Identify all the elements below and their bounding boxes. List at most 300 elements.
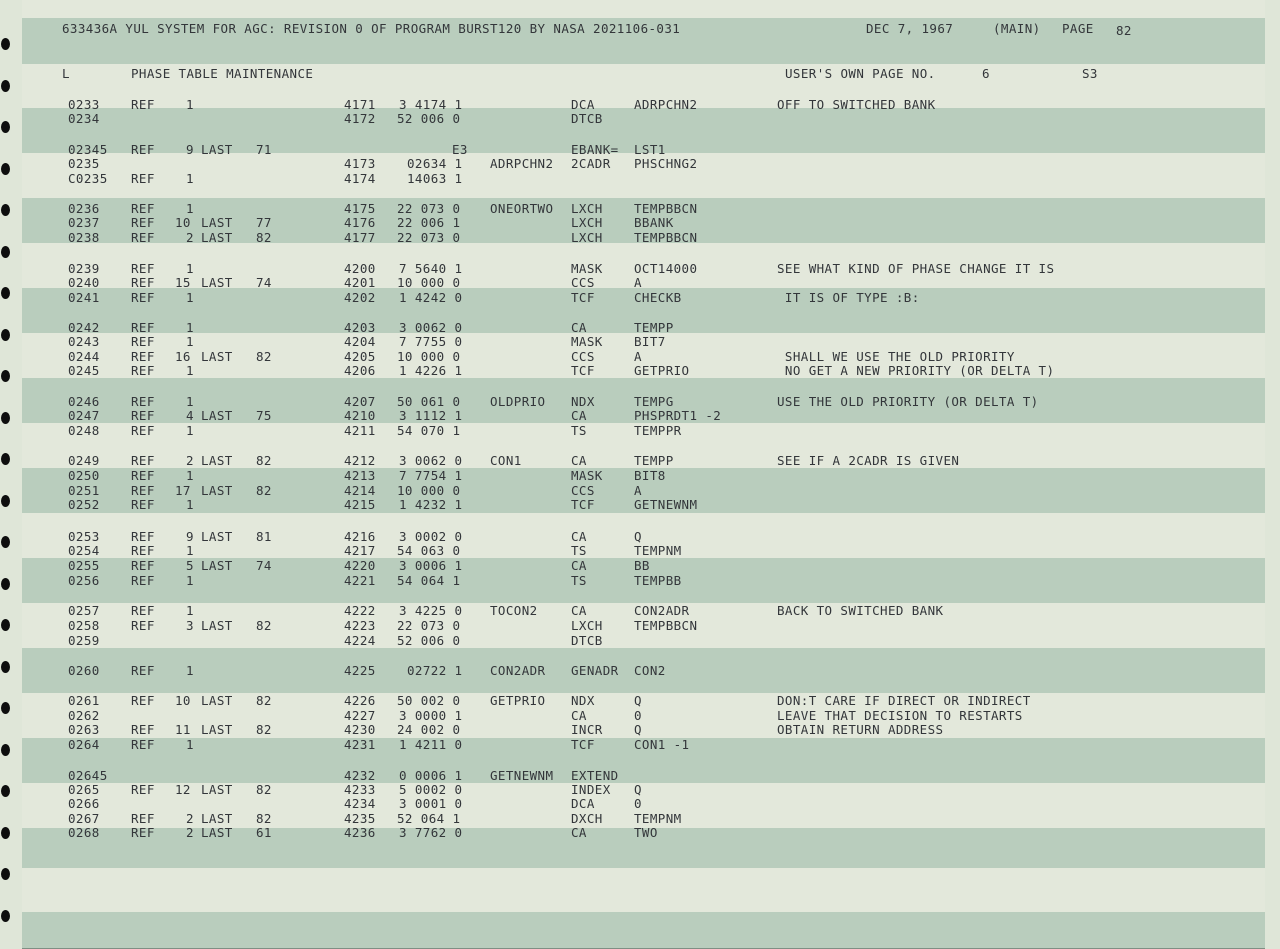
opcode: CA: [571, 408, 587, 423]
symbol-label: ADRPCHN2: [490, 156, 554, 171]
octal-code: 24 002 0: [397, 722, 461, 737]
operand: TEMPBBCN: [634, 201, 698, 216]
octal-code: 1 4211 0: [399, 737, 463, 752]
operand: ADRPCHN2: [634, 97, 698, 112]
operand: Q: [634, 693, 642, 708]
header-main: (MAIN): [993, 21, 1041, 36]
opcode: DTCB: [571, 111, 603, 126]
subheader-l: L: [62, 66, 70, 81]
opcode: LXCH: [571, 618, 603, 633]
feed-hole: [1, 412, 10, 424]
octal-address: 4203: [344, 320, 376, 335]
octal-address: 4206: [344, 363, 376, 378]
ref-marker: REF: [131, 529, 155, 544]
last-page: 82: [256, 483, 272, 498]
symbol-label: TOCON2: [490, 603, 538, 618]
users-page-number: 6: [982, 66, 990, 81]
ref-count: 1: [186, 334, 194, 349]
octal-address: 4226: [344, 693, 376, 708]
paper-band: [22, 868, 1265, 912]
octal-code: 3 0002 0: [399, 529, 463, 544]
octal-code: 02634 1: [407, 156, 463, 171]
sequence-number: 0257: [68, 603, 100, 618]
symbol-label: OLDPRIO: [490, 394, 546, 409]
octal-address: 4176: [344, 215, 376, 230]
octal-address: 4207: [344, 394, 376, 409]
operand: GETNEWNM: [634, 497, 698, 512]
opcode: TCF: [571, 497, 595, 512]
octal-code: 3 0062 0: [399, 320, 463, 335]
last-marker: LAST: [201, 558, 233, 573]
octal-code: 10 000 0: [397, 483, 461, 498]
octal-code: 10 000 0: [397, 275, 461, 290]
opcode: TS: [571, 573, 587, 588]
sequence-number: 0242: [68, 320, 100, 335]
ref-count: 1: [186, 394, 194, 409]
sequence-number: 0251: [68, 483, 100, 498]
operand: Q: [634, 782, 642, 797]
sequence-number: 0265: [68, 782, 100, 797]
last-marker: LAST: [201, 349, 233, 364]
opcode: 2CADR: [571, 156, 611, 171]
sequence-number: 0256: [68, 573, 100, 588]
comment: OFF TO SWITCHED BANK: [777, 97, 936, 112]
octal-code: 1 4242 0: [399, 290, 463, 305]
last-page: 61: [256, 825, 272, 840]
sequence-number: 0258: [68, 618, 100, 633]
symbol-label: CON2ADR: [490, 663, 546, 678]
ref-marker: REF: [131, 543, 155, 558]
comment: DON:T CARE IF DIRECT OR INDIRECT: [777, 693, 1031, 708]
octal-code: 3 0001 0: [399, 796, 463, 811]
operand: CON2ADR: [634, 603, 690, 618]
ref-count: 1: [186, 171, 194, 186]
last-marker: LAST: [201, 408, 233, 423]
feed-hole: [1, 121, 10, 133]
ref-count: 1: [186, 497, 194, 512]
ref-count: 12: [175, 782, 191, 797]
opcode: TS: [571, 543, 587, 558]
sequence-number: 0247: [68, 408, 100, 423]
ref-marker: REF: [131, 320, 155, 335]
octal-code: 7 7755 0: [399, 334, 463, 349]
octal-address: 4212: [344, 453, 376, 468]
sequence-number: 02345: [68, 142, 108, 157]
ref-marker: REF: [131, 468, 155, 483]
header-date: DEC 7, 1967: [866, 21, 954, 36]
opcode: CA: [571, 603, 587, 618]
octal-code: 3 1112 1: [399, 408, 463, 423]
sequence-number: 0267: [68, 811, 100, 826]
last-marker: LAST: [201, 529, 233, 544]
octal-code: 3 0062 0: [399, 453, 463, 468]
last-page: 74: [256, 558, 272, 573]
octal-address: 4224: [344, 633, 376, 648]
ref-count: 1: [186, 363, 194, 378]
opcode: CA: [571, 529, 587, 544]
ref-marker: REF: [131, 261, 155, 276]
sequence-number: 0262: [68, 708, 100, 723]
octal-address: 4174: [344, 171, 376, 186]
sequence-number: 0241: [68, 290, 100, 305]
opcode: CA: [571, 320, 587, 335]
operand: CON2: [634, 663, 666, 678]
octal-address: 4222: [344, 603, 376, 618]
header-page-number: 82: [1116, 23, 1132, 38]
opcode: DCA: [571, 796, 595, 811]
comment: SHALL WE USE THE OLD PRIORITY: [777, 349, 1015, 364]
feed-hole: [1, 329, 10, 341]
ref-marker: REF: [131, 349, 155, 364]
ref-marker: REF: [131, 603, 155, 618]
last-page: 71: [256, 142, 272, 157]
feed-hole: [1, 246, 10, 258]
ref-count: 2: [186, 453, 194, 468]
operand: A: [634, 483, 642, 498]
last-marker: LAST: [201, 825, 233, 840]
opcode: LXCH: [571, 230, 603, 245]
operand: PHSCHNG2: [634, 156, 698, 171]
ref-marker: REF: [131, 290, 155, 305]
feed-hole: [1, 910, 10, 922]
operand: TEMPNM: [634, 543, 682, 558]
octal-code: 54 064 1: [397, 573, 461, 588]
octal-code: 3 0006 1: [399, 558, 463, 573]
octal-code: 50 061 0: [397, 394, 461, 409]
opcode: LXCH: [571, 215, 603, 230]
operand: CON1 -1: [634, 737, 690, 752]
opcode: DCA: [571, 97, 595, 112]
ref-marker: REF: [131, 97, 155, 112]
octal-code: 1 4232 1: [399, 497, 463, 512]
octal-address: 4233: [344, 782, 376, 797]
opcode: NDX: [571, 394, 595, 409]
octal-code: 14063 1: [407, 171, 463, 186]
last-page: 75: [256, 408, 272, 423]
sequence-number: 0263: [68, 722, 100, 737]
opcode: CCS: [571, 275, 595, 290]
header-title: 633436A YUL SYSTEM FOR AGC: REVISION 0 OF PROGRAM BURST120 BY NASA 2021106-031: [62, 21, 681, 36]
feed-hole: [1, 370, 10, 382]
ref-marker: REF: [131, 394, 155, 409]
ref-count: 3: [186, 618, 194, 633]
octal-address: 4210: [344, 408, 376, 423]
operand: BB: [634, 558, 650, 573]
ref-count: 1: [186, 320, 194, 335]
sequence-number: 0240: [68, 275, 100, 290]
ref-count: 1: [186, 663, 194, 678]
opcode: INCR: [571, 722, 603, 737]
opcode: EXTEND: [571, 768, 619, 783]
octal-code: 52 006 0: [397, 633, 461, 648]
operand: CHECKB: [634, 290, 682, 305]
octal-code: 50 002 0: [397, 693, 461, 708]
users-page-label: USER'S OWN PAGE NO.: [785, 66, 936, 81]
octal-address: 4217: [344, 543, 376, 558]
operand: Q: [634, 722, 642, 737]
comment: USE THE OLD PRIORITY (OR DELTA T): [777, 394, 1039, 409]
octal-code: 1 4226 1: [399, 363, 463, 378]
symbol-label: CON1: [490, 453, 522, 468]
operand: BIT8: [634, 468, 666, 483]
octal-address: 4171: [344, 97, 376, 112]
octal-code: 54 063 0: [397, 543, 461, 558]
sequence-number: 0260: [68, 663, 100, 678]
octal-address: 4221: [344, 573, 376, 588]
ref-marker: REF: [131, 363, 155, 378]
ref-marker: REF: [131, 142, 155, 157]
ref-count: 1: [186, 290, 194, 305]
ref-count: 1: [186, 573, 194, 588]
octal-code: 22 006 1: [397, 215, 461, 230]
ref-marker: REF: [131, 423, 155, 438]
octal-code: 7 7754 1: [399, 468, 463, 483]
ref-count: 1: [186, 468, 194, 483]
octal-code: 22 073 0: [397, 230, 461, 245]
octal-address: 4227: [344, 708, 376, 723]
ref-count: 1: [186, 201, 194, 216]
octal-address: 4234: [344, 796, 376, 811]
operand: BIT7: [634, 334, 666, 349]
last-marker: LAST: [201, 693, 233, 708]
feed-hole: [1, 785, 10, 797]
sequence-number: 0238: [68, 230, 100, 245]
last-page: 82: [256, 230, 272, 245]
last-page: 82: [256, 349, 272, 364]
ref-marker: REF: [131, 663, 155, 678]
sequence-number: 0259: [68, 633, 100, 648]
operand: TEMPPR: [634, 423, 682, 438]
ref-marker: REF: [131, 558, 155, 573]
opcode: TCF: [571, 363, 595, 378]
octal-code: E3: [452, 142, 468, 157]
last-page: 82: [256, 618, 272, 633]
opcode: LXCH: [571, 201, 603, 216]
ref-count: 2: [186, 825, 194, 840]
sequence-number: 0236: [68, 201, 100, 216]
comment: SEE WHAT KIND OF PHASE CHANGE IT IS: [777, 261, 1055, 276]
octal-code: 02722 1: [407, 663, 463, 678]
opcode: CCS: [571, 349, 595, 364]
feed-hole: [1, 702, 10, 714]
octal-code: 52 006 0: [397, 111, 461, 126]
octal-address: 4232: [344, 768, 376, 783]
octal-address: 4225: [344, 663, 376, 678]
sequence-number: 0235: [68, 156, 100, 171]
sequence-number: 0234: [68, 111, 100, 126]
operand: TEMPP: [634, 320, 674, 335]
header-page-label: PAGE: [1062, 21, 1094, 36]
octal-address: 4202: [344, 290, 376, 305]
last-marker: LAST: [201, 215, 233, 230]
sequence-number: 0249: [68, 453, 100, 468]
octal-address: 4235: [344, 811, 376, 826]
ref-count: 5: [186, 558, 194, 573]
feed-hole: [1, 204, 10, 216]
ref-count: 1: [186, 423, 194, 438]
octal-address: 4214: [344, 483, 376, 498]
sequence-number: 0248: [68, 423, 100, 438]
sequence-number: 0243: [68, 334, 100, 349]
operand: TEMPNM: [634, 811, 682, 826]
symbol-label: GETNEWNM: [490, 768, 554, 783]
last-marker: LAST: [201, 782, 233, 797]
ref-count: 1: [186, 97, 194, 112]
octal-address: 4223: [344, 618, 376, 633]
paper-band: [22, 0, 1265, 18]
opcode: TCF: [571, 737, 595, 752]
octal-address: 4230: [344, 722, 376, 737]
feed-hole: [1, 827, 10, 839]
paper-band: [22, 912, 1265, 948]
opcode: EBANK=: [571, 142, 619, 157]
last-marker: LAST: [201, 722, 233, 737]
ref-count: 17: [175, 483, 191, 498]
ref-marker: REF: [131, 453, 155, 468]
ref-count: 10: [175, 215, 191, 230]
ref-count: 16: [175, 349, 191, 364]
feed-hole: [1, 744, 10, 756]
opcode: CA: [571, 708, 587, 723]
operand: TEMPP: [634, 453, 674, 468]
operand: GETPRIO: [634, 363, 690, 378]
ref-marker: REF: [131, 275, 155, 290]
section-title: PHASE TABLE MAINTENANCE: [131, 66, 314, 81]
operand: 0: [634, 708, 642, 723]
octal-address: 4211: [344, 423, 376, 438]
ref-count: 9: [186, 142, 194, 157]
operand: PHSPRDT1 -2: [634, 408, 722, 423]
last-marker: LAST: [201, 483, 233, 498]
operand: BBANK: [634, 215, 674, 230]
octal-code: 7 5640 1: [399, 261, 463, 276]
opcode: CCS: [571, 483, 595, 498]
operand: Q: [634, 529, 642, 544]
octal-address: 4215: [344, 497, 376, 512]
sequence-number: 0245: [68, 363, 100, 378]
opcode: CA: [571, 453, 587, 468]
operand: A: [634, 349, 642, 364]
ref-count: 11: [175, 722, 191, 737]
opcode: MASK: [571, 468, 603, 483]
operand: TEMPBBCN: [634, 230, 698, 245]
sequence-number: 0244: [68, 349, 100, 364]
feed-hole: [1, 163, 10, 175]
section-code: S3: [1082, 66, 1098, 81]
octal-address: 4204: [344, 334, 376, 349]
comment: IT IS OF TYPE :B:: [777, 290, 920, 305]
octal-address: 4175: [344, 201, 376, 216]
last-marker: LAST: [201, 142, 233, 157]
opcode: DTCB: [571, 633, 603, 648]
octal-code: 3 7762 0: [399, 825, 463, 840]
opcode: TS: [571, 423, 587, 438]
sequence-number: C0235: [68, 171, 108, 186]
last-page: 81: [256, 529, 272, 544]
ref-marker: REF: [131, 782, 155, 797]
ref-marker: REF: [131, 693, 155, 708]
operand: TEMPG: [634, 394, 674, 409]
octal-code: 22 073 0: [397, 201, 461, 216]
ref-marker: REF: [131, 573, 155, 588]
ref-count: 15: [175, 275, 191, 290]
opcode: CA: [571, 558, 587, 573]
octal-address: 4216: [344, 529, 376, 544]
ref-marker: REF: [131, 171, 155, 186]
comment: SEE IF A 2CADR IS GIVEN: [777, 453, 960, 468]
last-marker: LAST: [201, 275, 233, 290]
feed-hole: [1, 619, 10, 631]
ref-marker: REF: [131, 722, 155, 737]
ref-marker: REF: [131, 497, 155, 512]
ref-count: 1: [186, 603, 194, 618]
sequence-number: 0268: [68, 825, 100, 840]
octal-address: 4201: [344, 275, 376, 290]
operand: TEMPBB: [634, 573, 682, 588]
opcode: GENADR: [571, 663, 619, 678]
feed-hole: [1, 453, 10, 465]
comment: LEAVE THAT DECISION TO RESTARTS: [777, 708, 1023, 723]
ref-count: 1: [186, 737, 194, 752]
ref-count: 2: [186, 230, 194, 245]
last-marker: LAST: [201, 453, 233, 468]
last-page: 82: [256, 722, 272, 737]
last-marker: LAST: [201, 230, 233, 245]
comment: BACK TO SWITCHED BANK: [777, 603, 944, 618]
ref-marker: REF: [131, 618, 155, 633]
sequence-number: 0237: [68, 215, 100, 230]
feed-hole: [1, 287, 10, 299]
sequence-number: 0250: [68, 468, 100, 483]
ref-count: 4: [186, 408, 194, 423]
last-page: 82: [256, 811, 272, 826]
ref-count: 2: [186, 811, 194, 826]
octal-address: 4231: [344, 737, 376, 752]
feed-hole: [1, 868, 10, 880]
octal-address: 4213: [344, 468, 376, 483]
octal-code: 22 073 0: [397, 618, 461, 633]
last-marker: LAST: [201, 618, 233, 633]
octal-code: 52 064 1: [397, 811, 461, 826]
symbol-label: GETPRIO: [490, 693, 546, 708]
ref-marker: REF: [131, 201, 155, 216]
operand: 0: [634, 796, 642, 811]
octal-address: 4200: [344, 261, 376, 276]
sequence-number: 0253: [68, 529, 100, 544]
sequence-number: 0239: [68, 261, 100, 276]
octal-address: 4172: [344, 111, 376, 126]
sequence-number: 0264: [68, 737, 100, 752]
opcode: NDX: [571, 693, 595, 708]
ref-marker: REF: [131, 737, 155, 752]
octal-code: 0 0006 1: [399, 768, 463, 783]
last-page: 82: [256, 453, 272, 468]
operand: TWO: [634, 825, 658, 840]
comment: NO GET A NEW PRIORITY (OR DELTA T): [777, 363, 1055, 378]
operand: OCT14000: [634, 261, 698, 276]
feed-hole: [1, 536, 10, 548]
sequence-number: 0255: [68, 558, 100, 573]
sequence-number: 0261: [68, 693, 100, 708]
last-marker: LAST: [201, 811, 233, 826]
ref-count: 9: [186, 529, 194, 544]
octal-address: 4220: [344, 558, 376, 573]
octal-code: 54 070 1: [397, 423, 461, 438]
feed-hole: [1, 495, 10, 507]
comment: OBTAIN RETURN ADDRESS: [777, 722, 944, 737]
opcode: MASK: [571, 261, 603, 276]
ref-marker: REF: [131, 215, 155, 230]
